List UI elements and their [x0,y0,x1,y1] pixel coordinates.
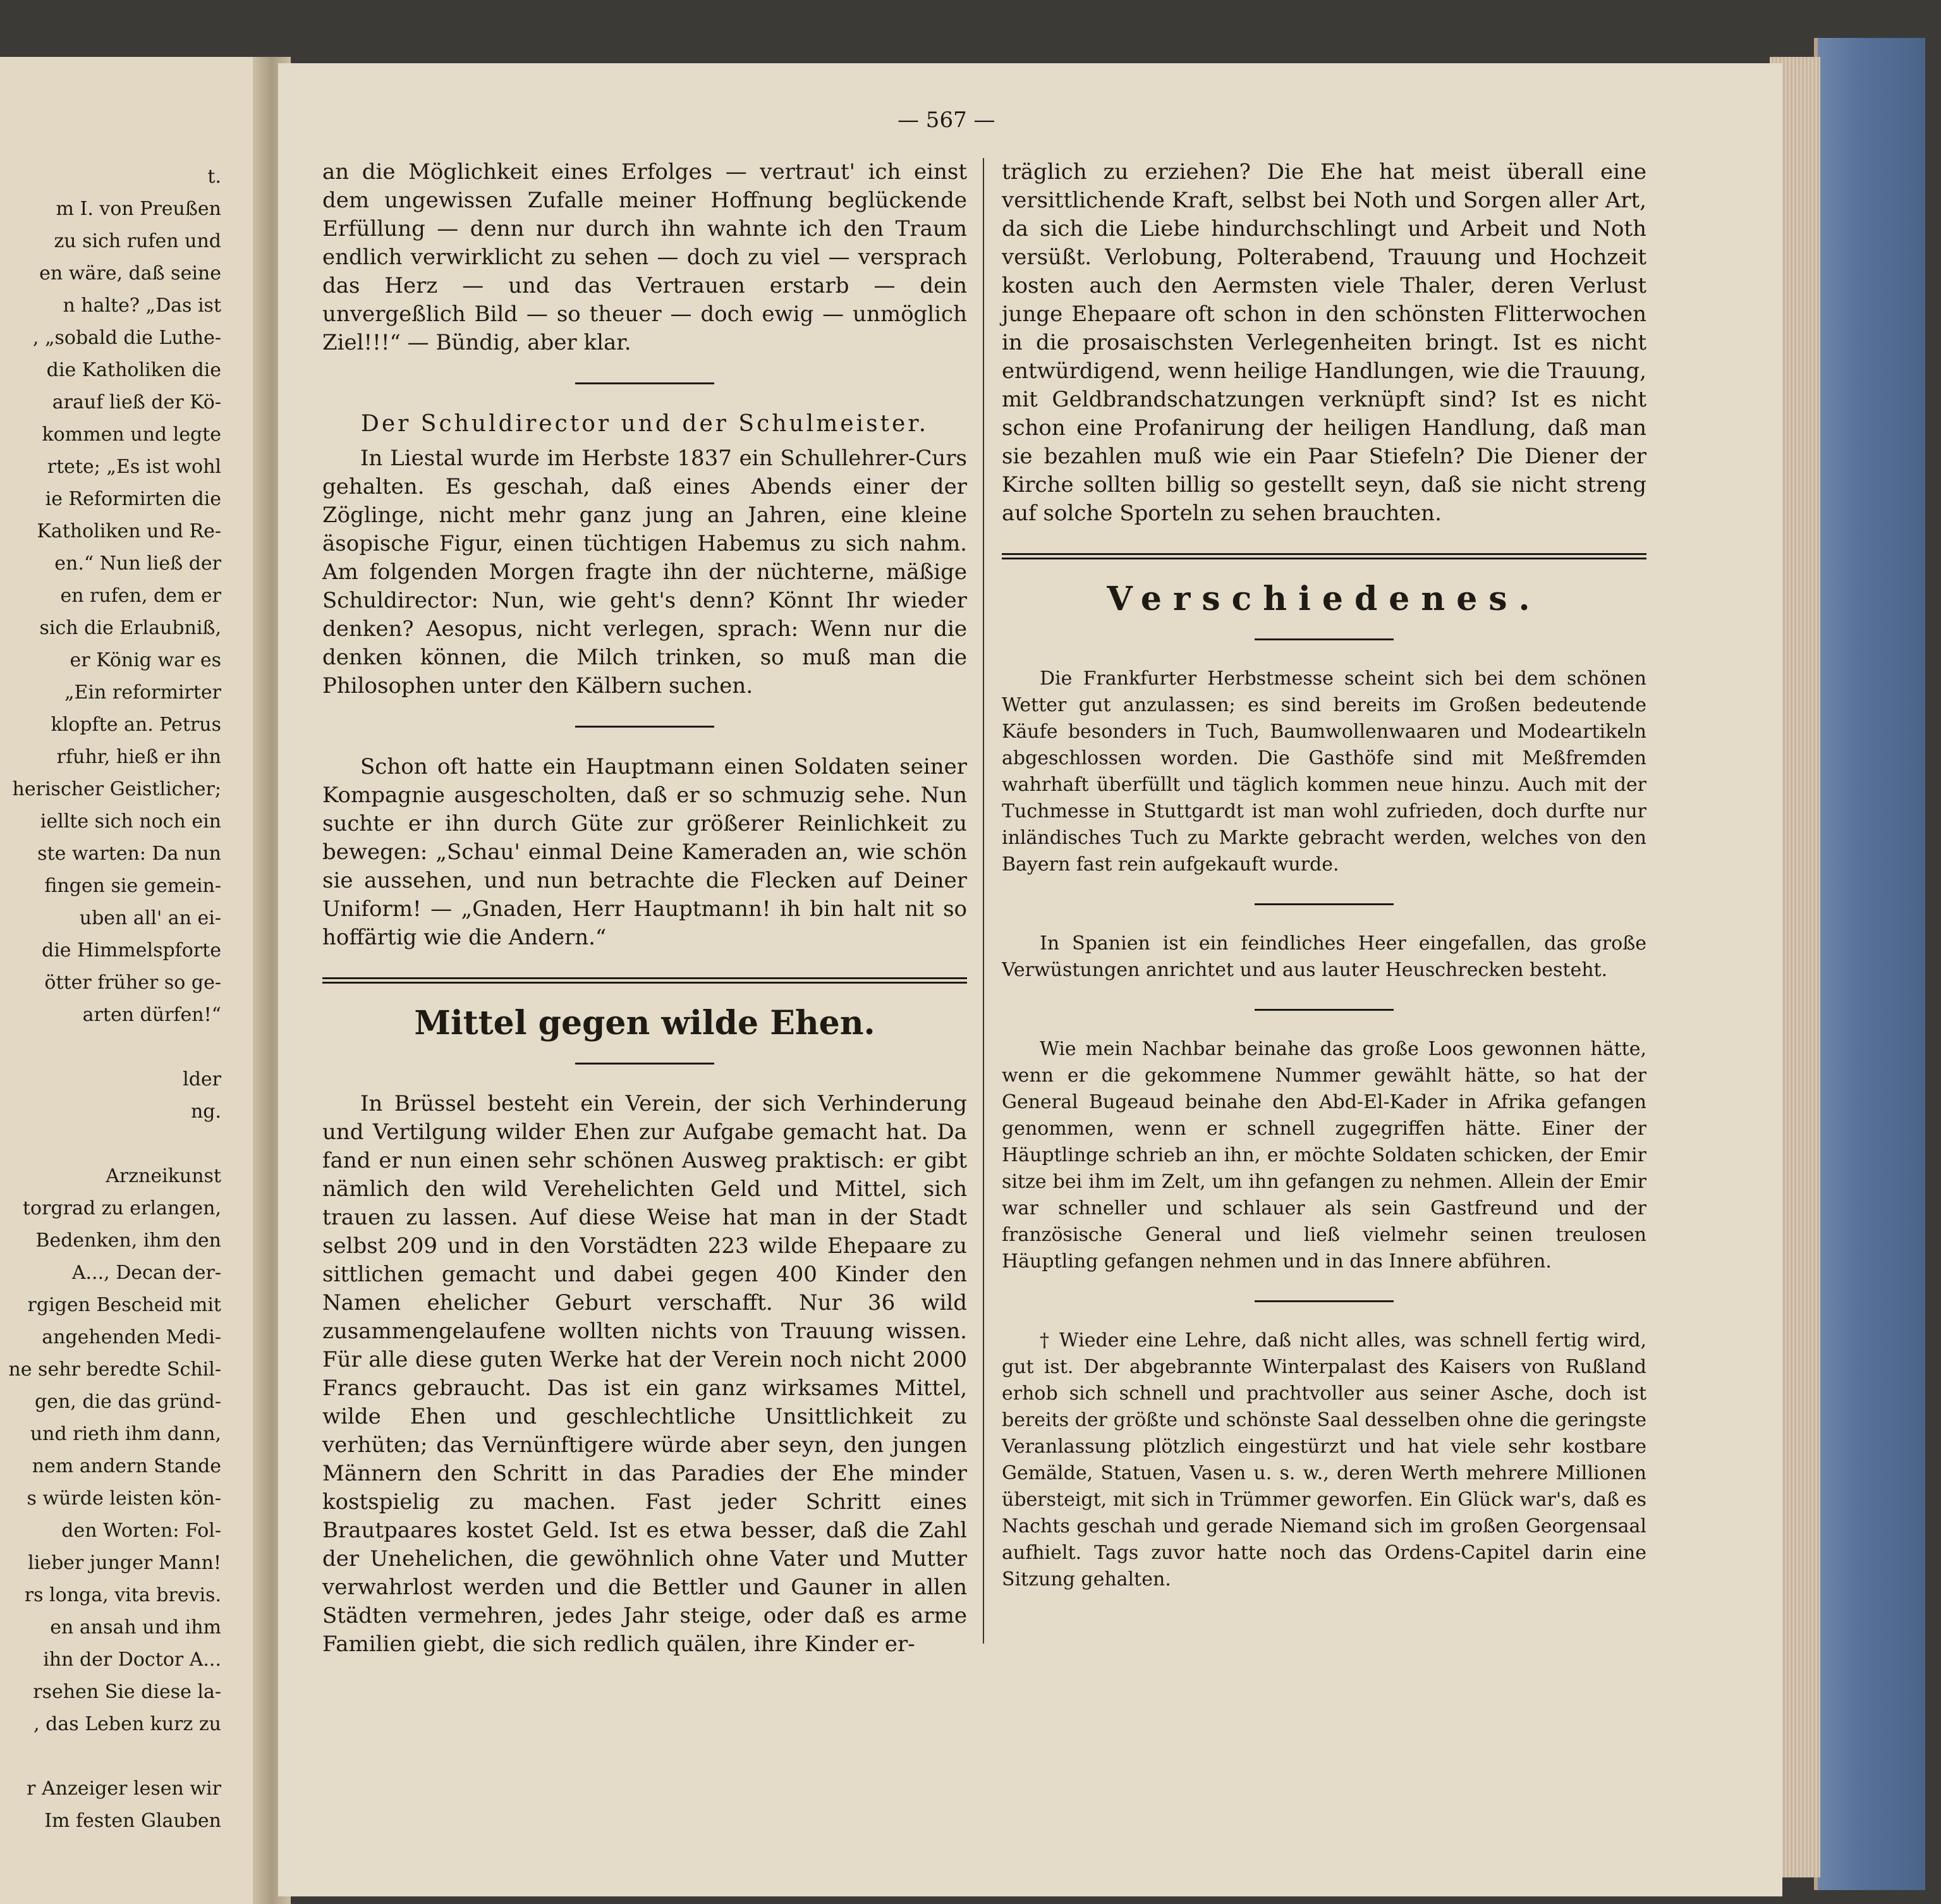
section-rule [575,726,714,728]
left-page-line: ihn der Doctor A... [43,1649,221,1671]
left-page-line: en wäre, daß seine [39,262,221,284]
left-page-line: lieber junger Mann! [28,1552,221,1574]
page-number: — 567 — [897,107,995,133]
left-page-line: er König war es [70,649,221,671]
left-page-line: t. [207,166,221,188]
section-title: Verschiedenes. [1107,580,1542,618]
section-rule [575,382,714,384]
left-page-line: n halte? „Das ist [63,295,221,317]
section-rule [1255,1300,1394,1302]
left-page-line: ng. [190,1101,221,1123]
left-page-line: Arzneikunst [106,1165,221,1187]
left-page-line: ne sehr beredte Schil- [8,1358,221,1381]
left-page-line: en rufen, dem er [60,585,221,607]
left-page-line: zu sich rufen und [54,230,221,252]
column-divider [983,158,984,1644]
left-page-line: lder [183,1068,221,1090]
left-page-line: s würde leisten kön- [27,1487,221,1510]
left-page-line: torgrad zu erlangen, [22,1197,221,1219]
section-rule [1255,638,1394,640]
left-page-line: ste warten: Da nun [37,843,221,865]
left-page-line: , „sobald die Luthe- [32,327,221,349]
left-page-line: rfuhr, hieß er ihn [56,746,221,768]
section-title: Mittel gegen wilde Ehen. [414,1004,875,1042]
double-rule [1002,553,1646,559]
left-page-line: fingen sie gemein- [44,875,221,897]
left-page-line: und rieth ihm dann, [30,1423,221,1445]
left-page-line: rs longa, vita brevis. [24,1584,221,1606]
section-rule [1255,1009,1394,1011]
left-page-line: „Ein reformirter [64,681,221,704]
left-page-line: gen, die das gründ- [35,1391,221,1413]
left-page-line: r Anzeiger lesen wir [27,1778,221,1800]
section-rule [1255,903,1394,905]
left-page-line: A..., Decan der- [71,1262,221,1284]
left-page-line: iellte sich noch ein [40,810,221,833]
left-page-line: herischer Geistlicher; [12,778,221,800]
left-page-line: ötter früher so ge- [44,972,221,994]
left-page-line: sich die Erlaubniß, [39,617,221,639]
news-item: Wie mein Nachbar beinahe das große Loos gewonnen hätte, wenn er die gekommene Nummer gewählt hätte, so hat der General Bugeaud beinahe den Abd-El-Kader in Afrika gefangen genommen, wenn er schnell zugegriffen hätte. Einer der Häuptlinge schrieb an ihn, er möchte Soldaten schicken, der Emir sitze bei ihm im Zelt, um ihn gefangen zu nehmen. Allein der Emir war schneller und schlauer als sein Gastfreund und der französische General und ließ vielmehr seinen treulosen Häuptling gefangen nehmen und in das Innere abführen. [1002,1038,1646,1272]
left-column [322,158,967,1659]
left-page-line: Bedenken, ihm den [35,1230,221,1252]
section-rule [575,1063,714,1065]
left-page-fragment [0,57,272,1904]
left-page-line: , das Leben kurz zu [33,1713,221,1735]
left-page-line: klopfte an. Petrus [51,714,221,736]
book-cover-edge [1814,38,1925,1890]
left-page-line: en.“ Nun ließ der [54,552,221,575]
news-item: † Wieder eine Lehre, daß nicht alles, was schnell fertig wird, gut ist. Der abgebrannte Winterpalast des Kaisers von Rußland erhob sich schnell und prachtvoller aus seiner Asche, doch ist bereits der größte und schönste Saal desselben ohne die geringste Veranlassung plötzlich eingestürzt und hat viele sehr kostbare Gemälde, Statuen, Vasen u. s. w., deren Werth mehrere Millionen übersteigt, mit sich in Trümmer geworfen. Ein Glück war's, daß es Nachts geschah und gerade Niemand sich im großen Georgensaal aufhielt. Tags zuvor hatte noch das Ordens-Capitel darin eine Sitzung gehalten. [1002,1329,1646,1590]
left-page-line: rtete; „Es ist wohl [47,456,221,478]
left-page-line: arauf ließ der Kö- [52,391,221,413]
left-page-line: Katholiken und Re- [37,520,221,542]
article-heading: Der Schuldirector und der Schulmeister. [360,411,929,437]
left-page-line: kommen und legte [42,424,221,446]
right-column [1002,158,1646,1593]
continued-text: an die Möglichkeit eines Erfolges — vertraut' ich einst dem ungewissen Zufalle meiner Hoffnung beglückende Erfüllung — denn nur durch ihn wahnte ich den Traum endlich verwirklicht zu sehen — doch zu viel — versprach das Herz — und das Vertrauen erstarb — dein unvergeßlich Bild — so theuer — doch ewig — unmöglich Ziel!!!“ — Bündig, aber klar. [322,159,967,355]
left-page-line: m I. von Preußen [56,198,221,220]
continued-text: träglich zu erziehen? Die Ehe hat meist überall eine versittlichende Kraft, selbst bei Noth und Sorgen aller Art, da sich die Liebe hindurchschlingt und Arbeit und Noth versüßt. Verlobung, Polterabend, Trauung und Hochzeit kosten auch den Aermsten viele Thaler, deren Verlust junge Ehepaare oft schon in den schönsten Flitterwochen in die prosaischsten Verlegenheiten bringt. Ist es nicht entwürdigend, wenn heilige Handlungen, wie die Trauung, mit Geldbrandschatzungen verknüpft sind? Ist es nicht schon eine Profanirung der heiligen Handlung, daß man sie bezahlen muß wie ein Paar Stiefeln? Die Diener der Kirche sollten billig so gestellt seyn, daß sie nicht streng auf solche Sporteln zu sehen brauchten. [1002,159,1646,526]
left-page-line: Im festen Glauben [44,1810,221,1832]
news-item: In Spanien ist ein feindliches Heer eingefallen, das große Verwüstungen anrichtet und aus lauter Heuschrecken besteht. [1002,932,1646,981]
left-page-line: arten dürfen!“ [82,1004,221,1026]
article-paragraph: In Liestal wurde im Herbste 1837 ein Schullehrer-Curs gehalten. Es geschah, daß eines Abends einer der Zöglinge, nicht mehr ganz jung an Jahren, eine kleine äsopische Figur, einen tüchtigen Habemus zu sich nahm. Am folgenden Morgen fragte ihn der nüchterne, mäßige Schuldirector: Nun, wie geht's denn? Könnt Ihr wieder denken? Aesopus, nicht verlegen, sprach: Wenn nur die denken können, die Milch trinken, so muß man die Philosophen unter den Kälbern suchen. [322,446,967,699]
left-page-line: ie Reformirten die [45,488,221,510]
left-page-line: die Himmelspforte [41,939,221,961]
double-rule [322,977,967,984]
left-page-line: nem andern Stande [32,1455,221,1477]
left-page-line: en ansah und ihm [50,1616,221,1639]
left-page-line: angehenden Medi- [42,1326,221,1348]
left-page-line: den Worten: Fol- [61,1520,221,1542]
left-page-line: rgigen Bescheid mit [27,1294,221,1316]
news-item: Die Frankfurter Herbstmesse scheint sich bei dem schönen Wetter gut anzulassen; es sind bereits im Großen bedeutende Käufe besonders in Tuch, Baumwollenwaaren und Modeartikeln abgeschlossen worden. Die Gasthöfe sind mit Meßfremden wahrhaft überfüllt und täglich kommen neue hinzu. Auch mit der Tuchmesse in Stuttgardt ist man wohl zufrieden, doch durfte nur inländisches Tuch zu Markte gebracht werden, welches von den Bayern fast rein aufgekauft wurde. [1002,668,1646,876]
article-paragraph: In Brüssel besteht ein Verein, der sich Verhinderung und Vertilgung wilder Ehen zur Aufgabe gemacht hat. Da fand er nun einen sehr schönen Ausweg praktisch: er gibt nämlich den wild Verehelichten Geld und Mittel, sich trauen zu lassen. Auf diese Weise hat man in der Stadt selbst 209 und in den Vorstädten 223 wilde Ehepaare zu sittlichen gemacht und dabei gegen 400 Kinder den Namen ehelicher Geburt verschafft. Nur 36 wild zusammengelaufene wollten nichts von Trauung wissen. Für alle diese guten Werke hat der Verein noch nicht 2000 Francs gebraucht. Das ist ein ganz wirksames Mittel, wilde Ehen und geschlechtliche Unsittlichkeit zu verhüten; das Vernünftigere würde aber seyn, den jungen Männern den Schritt in das Paradies der Ehe minder kostspielig zu machen. Fast jeder Schritt eines Brautpaares kostet Geld. Ist es etwa besser, daß die Zahl der Unehelichen, die gewöhnlich ohne Vater und Mutter verwahrlost werden und die Bettler und Gauner in allen Städten vermehren, jedes Jahr steige, oder daß es arme Familien giebt, die sich redlich quälen, ihre Kinder er- [322,1091,967,1657]
article-paragraph: Schon oft hatte ein Hauptmann einen Soldaten seiner Kompagnie ausgescholten, daß er so schmuzig sehe. Nun suchte er ihn durch Güte zur größerer Reinlichkeit zu bewegen: „Schau' einmal Deine Kameraden an, wie schön sie aussehen, und nun betrachte die Flecken auf Deiner Uniform! — „Gnaden, Herr Hauptmann! ih bin halt nit so hoffärtig wie die Andern.“ [322,754,967,950]
left-page-line: rsehen Sie diese la- [33,1681,221,1703]
left-page-line: die Katholiken die [46,359,221,381]
left-page-line: uben all' an ei- [79,907,221,929]
